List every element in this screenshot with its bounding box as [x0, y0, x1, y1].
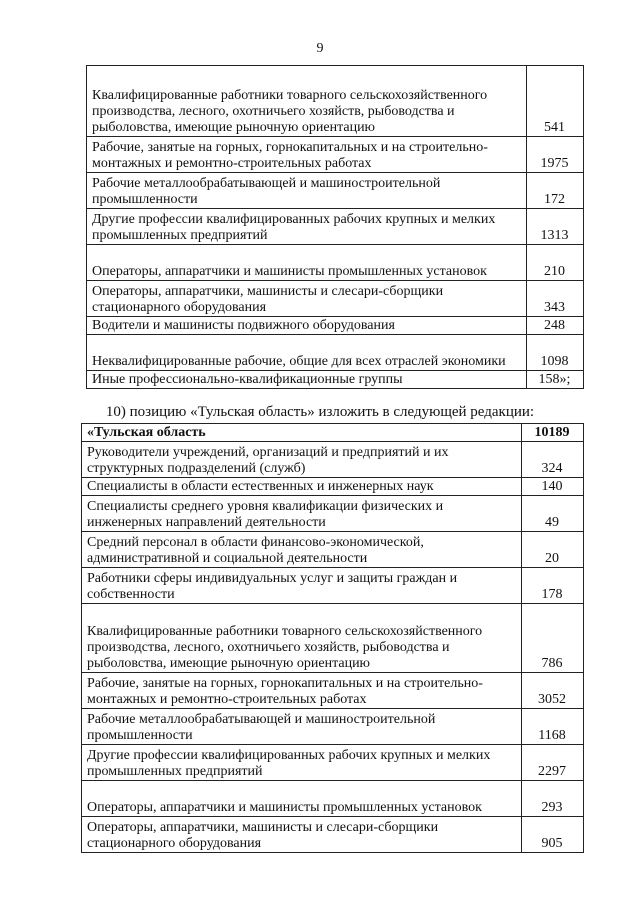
table-row — [87, 245, 584, 281]
table-row — [82, 709, 584, 745]
row-value: 541 — [527, 66, 584, 137]
table-row — [82, 817, 584, 853]
instruction-paragraph: 10) позицию «Тульская область» изложить в следующей редакции: — [105, 404, 535, 420]
row-value: 343 — [527, 281, 584, 317]
row-label: Рабочие, занятые на горных, горнокапитальных и на строительно-монтажных и ремонтно-строительных работах — [87, 137, 527, 173]
row-value: 49 — [522, 496, 584, 532]
table-row — [87, 281, 584, 317]
page-number: 9 — [316, 41, 324, 56]
row-label: Специалисты в области естественных и инженерных наук — [82, 478, 522, 496]
region-total: 10189 — [522, 424, 584, 442]
table-row — [82, 496, 584, 532]
row-label: Операторы, аппаратчики и машинисты промышленных установок — [87, 245, 527, 281]
row-label: Квалифицированные работники товарного сельскохозяйственного производства, лесного, охотничьего хозяйств, рыбоводства и рыболовства, имеющие рыночную ориентацию — [87, 66, 527, 137]
row-value: 20 — [522, 532, 584, 568]
row-label: Операторы, аппаратчики и машинисты промышленных установок — [82, 781, 522, 817]
row-label: Рабочие, занятые на горных, горнокапитальных и на строительно-монтажных и ремонтно-строительных работах — [82, 673, 522, 709]
row-value: 293 — [522, 781, 584, 817]
row-label: Работники сферы индивидуальных услуг и защиты граждан и собственности — [82, 568, 522, 604]
row-value: 140 — [522, 478, 584, 496]
table-row — [82, 604, 584, 673]
row-value: 324 — [522, 442, 584, 478]
row-value: 248 — [527, 317, 584, 335]
row-label: Средний персонал в области финансово-экономической, административной и социальной деятельности — [82, 532, 522, 568]
row-label: Руководители учреждений, организаций и предприятий и их структурных подразделений (служб) — [82, 442, 522, 478]
table-row — [87, 209, 584, 245]
table-header-row — [82, 424, 584, 442]
row-label: Рабочие металлообрабатывающей и машиностроительной промышленности — [82, 709, 522, 745]
row-value: 2297 — [522, 745, 584, 781]
row-label: Квалифицированные работники товарного сельскохозяйственного производства, лесного, охотничьего хозяйств, рыбоводства и рыболовства, имеющие рыночную ориентацию — [82, 604, 522, 673]
row-value: 905 — [522, 817, 584, 853]
row-value: 158»; — [527, 371, 584, 389]
row-label: Рабочие металлообрабатывающей и машиностроительной промышленности — [87, 173, 527, 209]
row-label: Другие профессии квалифицированных рабочих крупных и мелких промышленных предприятий — [87, 209, 527, 245]
row-value: 1975 — [527, 137, 584, 173]
row-value: 786 — [522, 604, 584, 673]
row-value: 178 — [522, 568, 584, 604]
table-row — [82, 478, 584, 496]
table-row — [87, 66, 584, 137]
table-row — [87, 137, 584, 173]
row-label: Операторы, аппаратчики, машинисты и слесари-сборщики стационарного оборудования — [87, 281, 527, 317]
row-value: 3052 — [522, 673, 584, 709]
row-label: Другие профессии квалифицированных рабочих крупных и мелких промышленных предприятий — [82, 745, 522, 781]
region-name: «Тульская область — [82, 424, 522, 442]
row-value: 210 — [527, 245, 584, 281]
table-row — [82, 532, 584, 568]
row-value: 1313 — [527, 209, 584, 245]
table-row — [82, 442, 584, 478]
row-label: Водители и машинисты подвижного оборудования — [87, 317, 527, 335]
table-row — [87, 371, 584, 389]
table-row — [82, 568, 584, 604]
row-label: Операторы, аппаратчики, машинисты и слесари-сборщики стационарного оборудования — [82, 817, 522, 853]
row-label: Неквалифицированные рабочие, общие для всех отраслей экономики — [87, 335, 527, 371]
occupation-table-previous-region — [86, 65, 584, 389]
table-row — [82, 673, 584, 709]
occupation-table-tula-region — [81, 423, 584, 853]
row-label: Иные профессионально-квалификационные группы — [87, 371, 527, 389]
row-value: 1098 — [527, 335, 584, 371]
table-row — [82, 745, 584, 781]
table-row — [82, 781, 584, 817]
row-value: 1168 — [522, 709, 584, 745]
row-value: 172 — [527, 173, 584, 209]
table-row — [87, 173, 584, 209]
row-label: Специалисты среднего уровня квалификации физических и инженерных направлений деятельности — [82, 496, 522, 532]
table-row — [87, 317, 584, 335]
table-row — [87, 335, 584, 371]
